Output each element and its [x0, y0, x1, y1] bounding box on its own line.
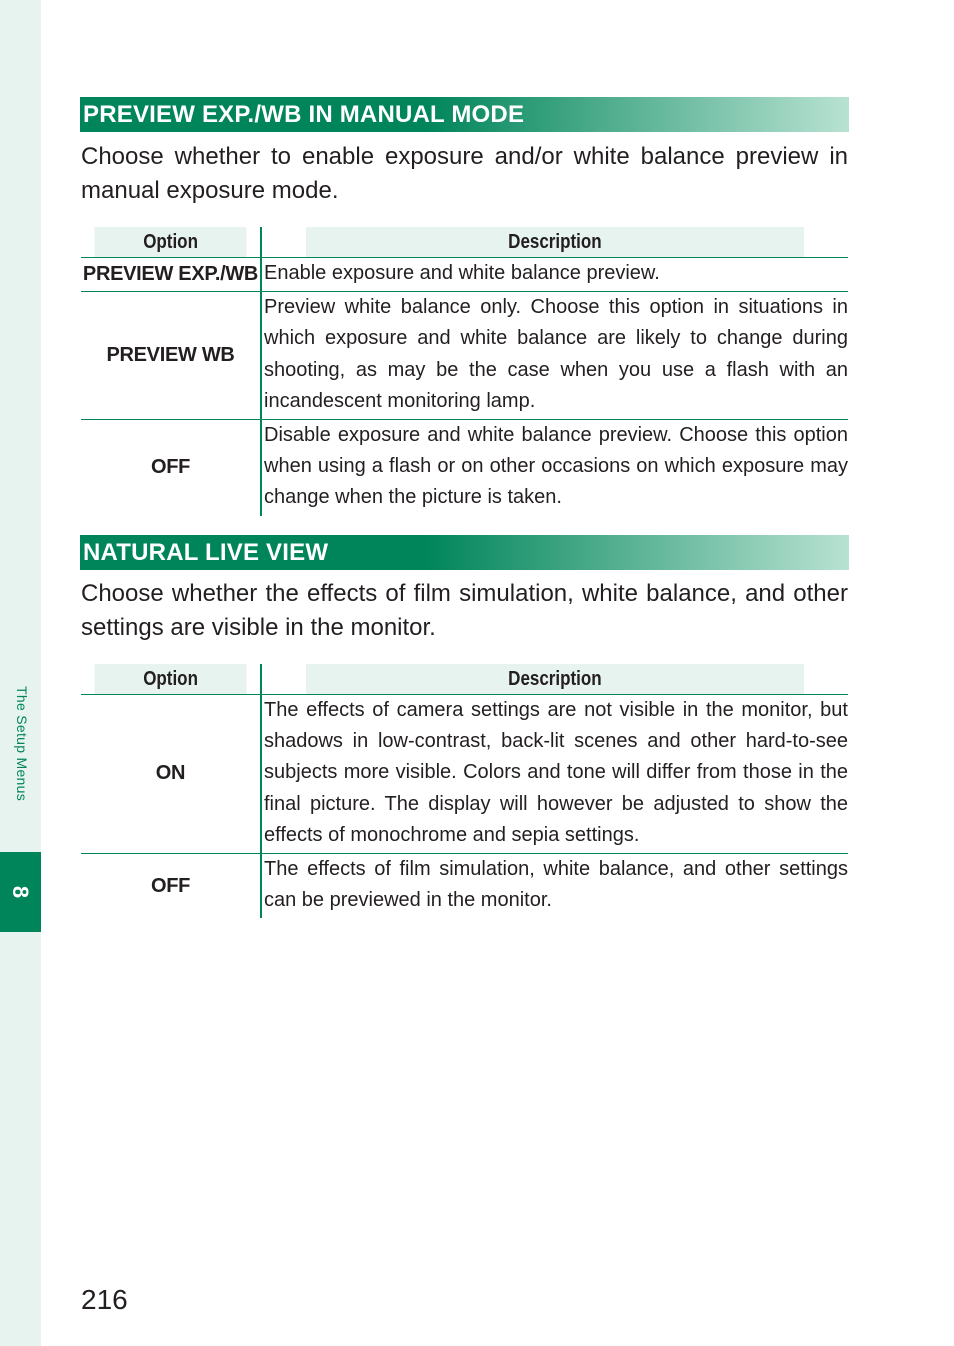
table-row	[81, 292, 848, 420]
page-number: 216	[81, 1284, 128, 1315]
option-name: OFF	[81, 420, 261, 516]
table-row	[81, 854, 848, 919]
column-header-option: Option	[95, 227, 248, 258]
table-row	[81, 258, 848, 292]
chapter-number: 8	[8, 885, 34, 899]
column-header-description: Description	[305, 664, 804, 695]
option-name: PREVIEW EXP./WB	[81, 258, 261, 292]
section-intro: Choose whether to enable exposure and/or white balance preview in manual exposure mode.	[81, 143, 848, 204]
options-table	[81, 664, 848, 918]
option-description: Disable exposure and white balance preview. Choose this option when using a flash or on other occasions on which exposure may change when the picture is taken.	[261, 420, 848, 516]
section-heading: NATURAL LIVE VIEW	[80, 535, 849, 570]
option-description: Enable exposure and white balance preview.	[261, 258, 848, 292]
section-heading: PREVIEW EXP./WB IN MANUAL MODE	[80, 97, 849, 132]
options-table	[81, 227, 848, 516]
section-intro: Choose whether the effects of film simulation, white balance, and other settings are visible in the monitor.	[81, 580, 848, 641]
option-description: Preview white balance only. Choose this option in situations in which exposure and white balance are likely to change during shooting, as may be the case when you use a flash with an incandescent monitoring lamp.	[261, 292, 848, 420]
table-header-row	[81, 227, 848, 258]
option-description: The effects of camera settings are not visible in the monitor, but shadows in low-contrast, back-lit scenes and other hard-to-see subjects more visible. Colors and tone will differ from those in the final picture. The display will however be adjusted to show the effects of monochrome and sepia settings.	[261, 695, 848, 854]
column-header-option: Option	[95, 664, 248, 695]
table-header-row	[81, 664, 848, 695]
option-name: PREVIEW WB	[81, 292, 261, 420]
table-row	[81, 420, 848, 516]
chapter-tab	[0, 852, 41, 932]
side-strip	[0, 0, 41, 1346]
chapter-title: The Setup Menus	[14, 686, 30, 802]
option-description: The effects of film simulation, white balance, and other settings can be previewed in the monitor.	[261, 854, 848, 919]
column-header-description: Description	[305, 227, 804, 258]
option-name: OFF	[81, 854, 261, 919]
table-row	[81, 695, 848, 854]
option-name: ON	[81, 695, 261, 854]
